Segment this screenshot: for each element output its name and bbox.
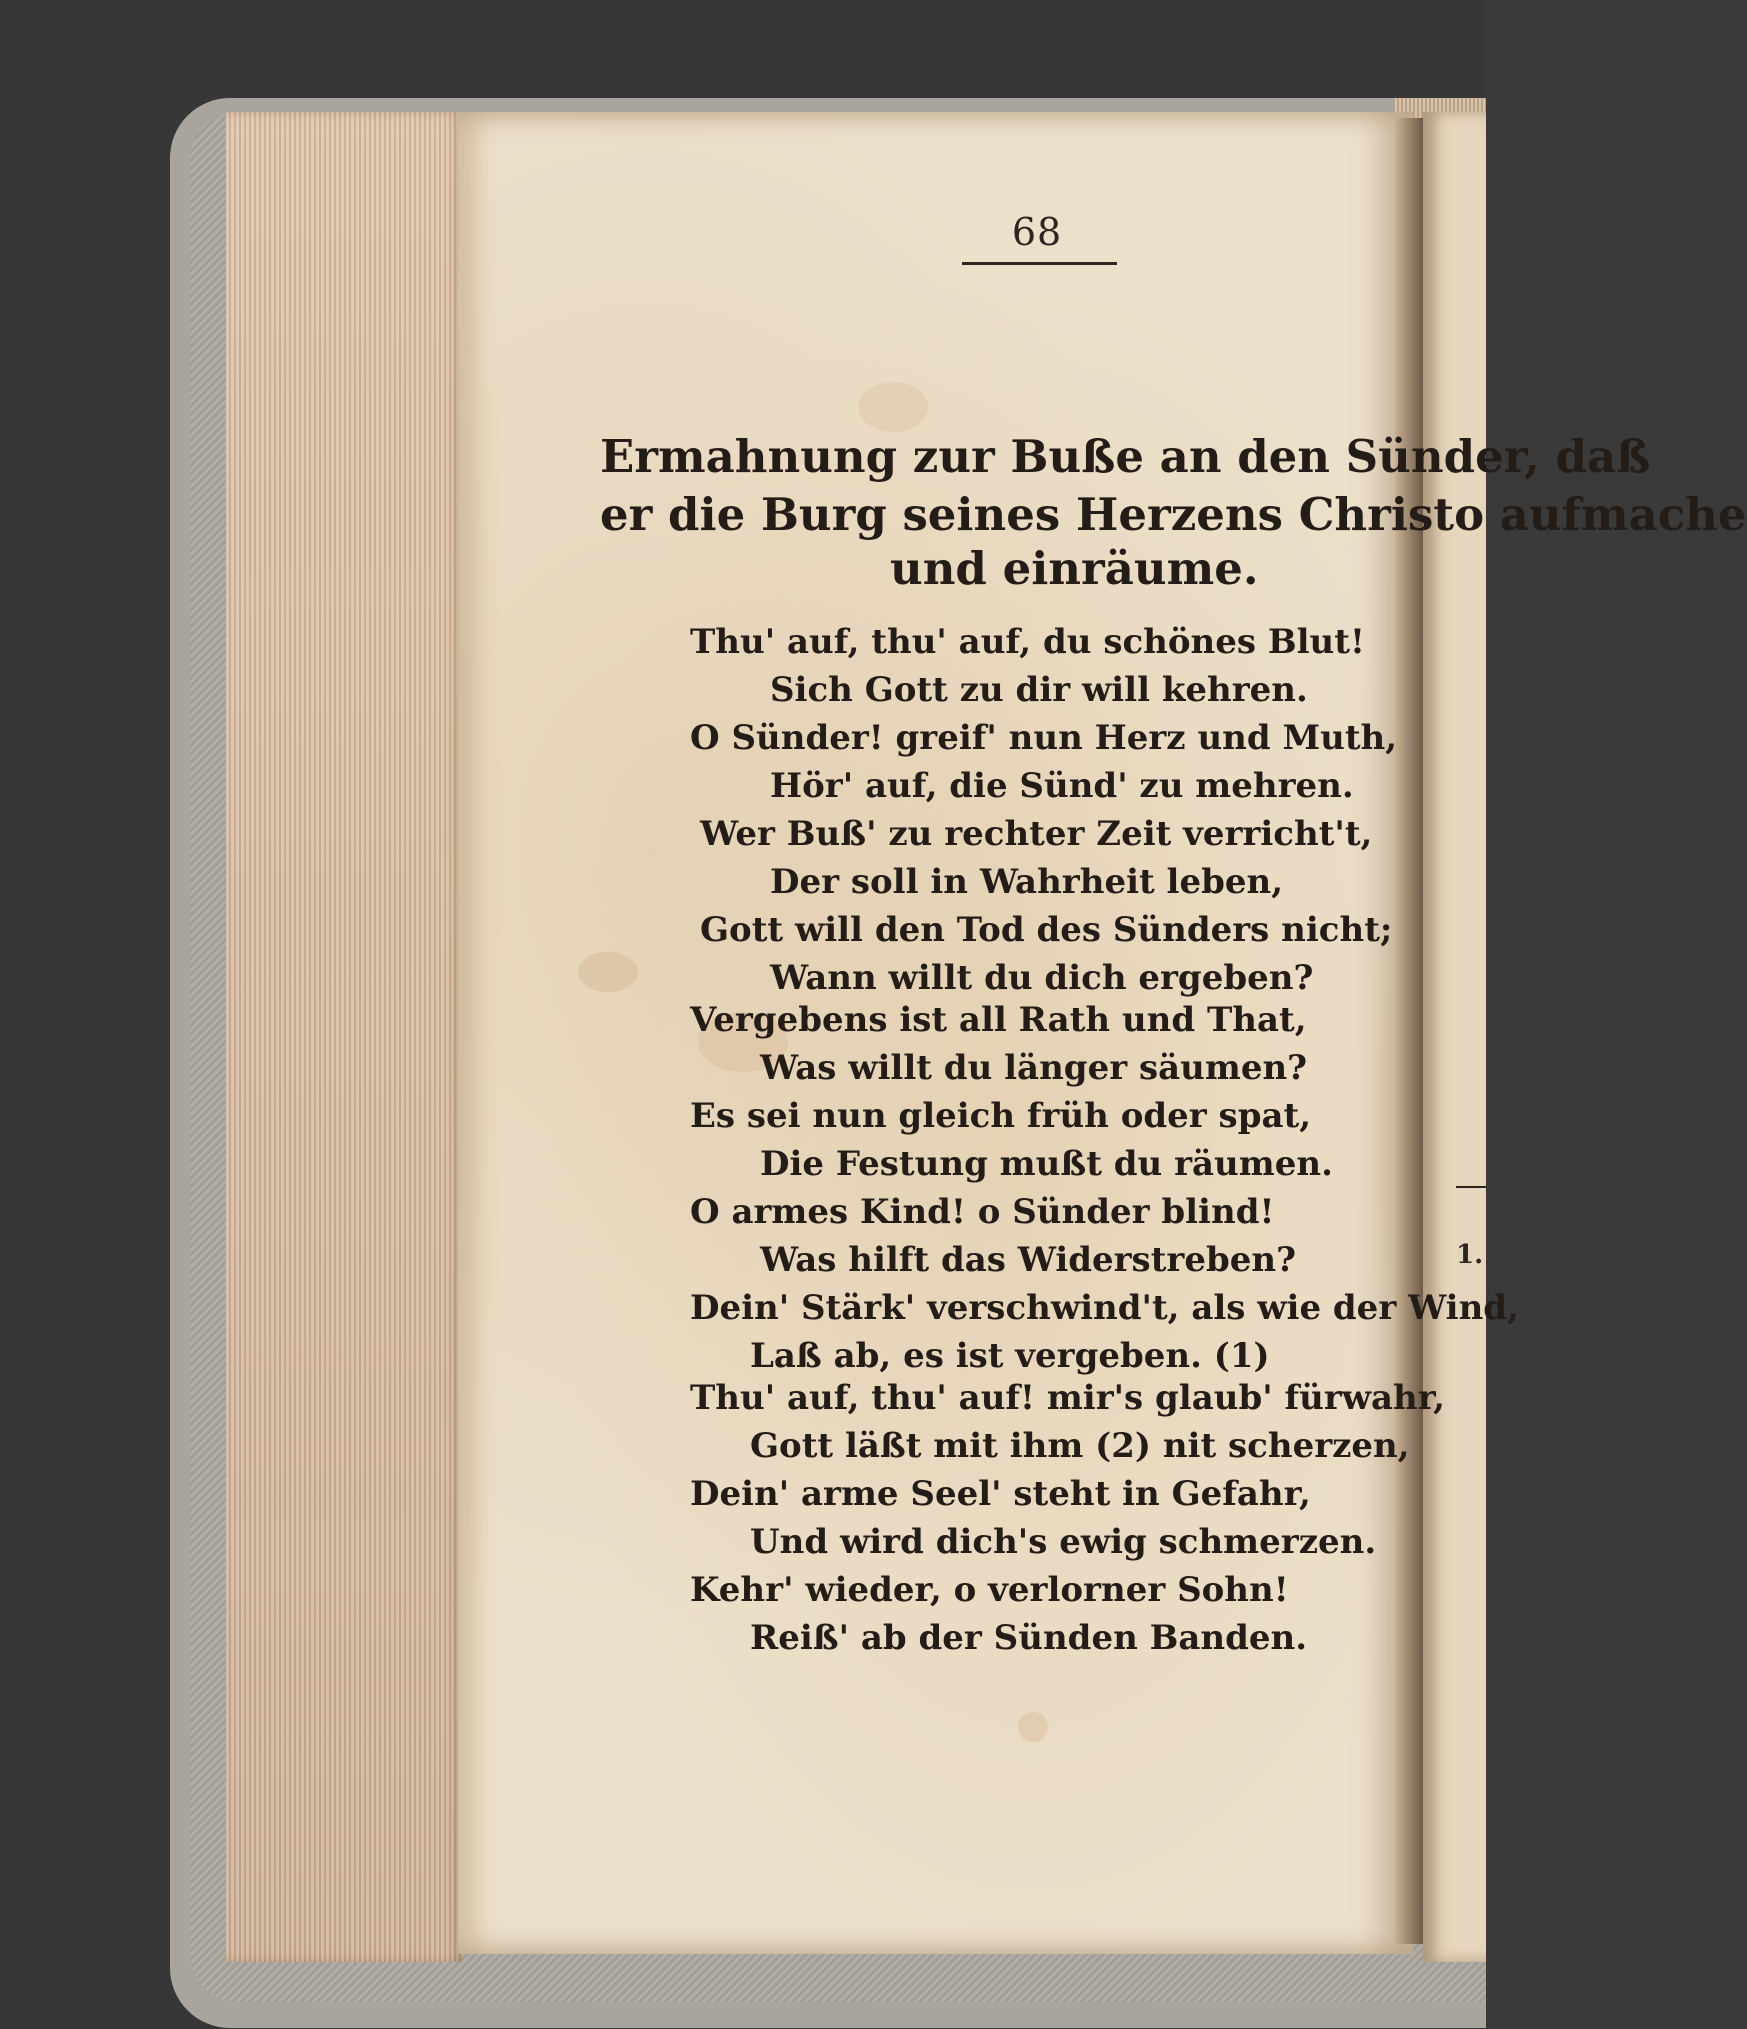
- page-gutter: [1395, 118, 1423, 1944]
- verse-line: Und wird dich's ewig schmerzen.: [750, 1522, 1377, 1562]
- verse-line: Was willt du länger säumen?: [760, 1048, 1308, 1088]
- facing-page: [1423, 112, 1486, 1962]
- foxing-spot: [858, 382, 928, 432]
- verse-line: Kehr' wieder, o verlorner Sohn!: [690, 1570, 1289, 1610]
- foxing-spot: [1018, 1712, 1048, 1742]
- verse-line: Reiß' ab der Sünden Banden.: [750, 1618, 1308, 1658]
- verse-line: Dein' Stärk' verschwind't, als wie der Wind,: [690, 1288, 1519, 1328]
- heading-line: und einräume.: [890, 542, 1259, 595]
- page-edges-shade: [226, 112, 462, 1962]
- verse-line: Der soll in Wahrheit leben,: [770, 862, 1284, 902]
- verse-line: Wer Buß' zu rechter Zeit verricht't,: [700, 814, 1373, 854]
- verse-line: O Sünder! greif' nun Herz und Muth,: [690, 718, 1398, 758]
- foxing-spot: [578, 952, 638, 992]
- verse-line: Gott will den Tod des Sünders nicht;: [700, 910, 1393, 950]
- verse-line: Was hilft das Widerstreben?: [760, 1240, 1296, 1280]
- verse-line: Vergebens ist all Rath und That,: [690, 1000, 1307, 1040]
- page-number-rule: [962, 262, 1117, 265]
- facing-page-number-fragment: 1.: [1456, 1240, 1484, 1270]
- facing-page-rule: [1456, 1186, 1486, 1188]
- page-number: 68: [1011, 210, 1063, 254]
- verse-line: O armes Kind! o Sünder blind!: [690, 1192, 1275, 1232]
- heading-line: Ermahnung zur Buße an den Sünder, daß: [600, 430, 1651, 483]
- verse-line: Wann willt du dich ergeben?: [770, 958, 1314, 998]
- verse-line: Thu' auf, thu' auf! mir's glaub' fürwahr,: [690, 1378, 1446, 1418]
- verse-line: Die Festung mußt du räumen.: [760, 1144, 1333, 1184]
- verse-line: Sich Gott zu dir will kehren.: [770, 670, 1308, 710]
- verse-line: Thu' auf, thu' auf, du schönes Blut!: [690, 622, 1365, 662]
- verse-line: Laß ab, es ist vergeben. (1): [750, 1336, 1270, 1376]
- verse-line: Es sei nun gleich früh oder spat,: [690, 1096, 1312, 1136]
- verse-line: Hör' auf, die Sünd' zu mehren.: [770, 766, 1354, 806]
- verse-line: Gott läßt mit ihm (2) nit scherzen,: [750, 1426, 1410, 1466]
- heading-line: er die Burg seines Herzens Christo aufmache: [600, 488, 1747, 541]
- verse-line: Dein' arme Seel' steht in Gefahr,: [690, 1474, 1311, 1514]
